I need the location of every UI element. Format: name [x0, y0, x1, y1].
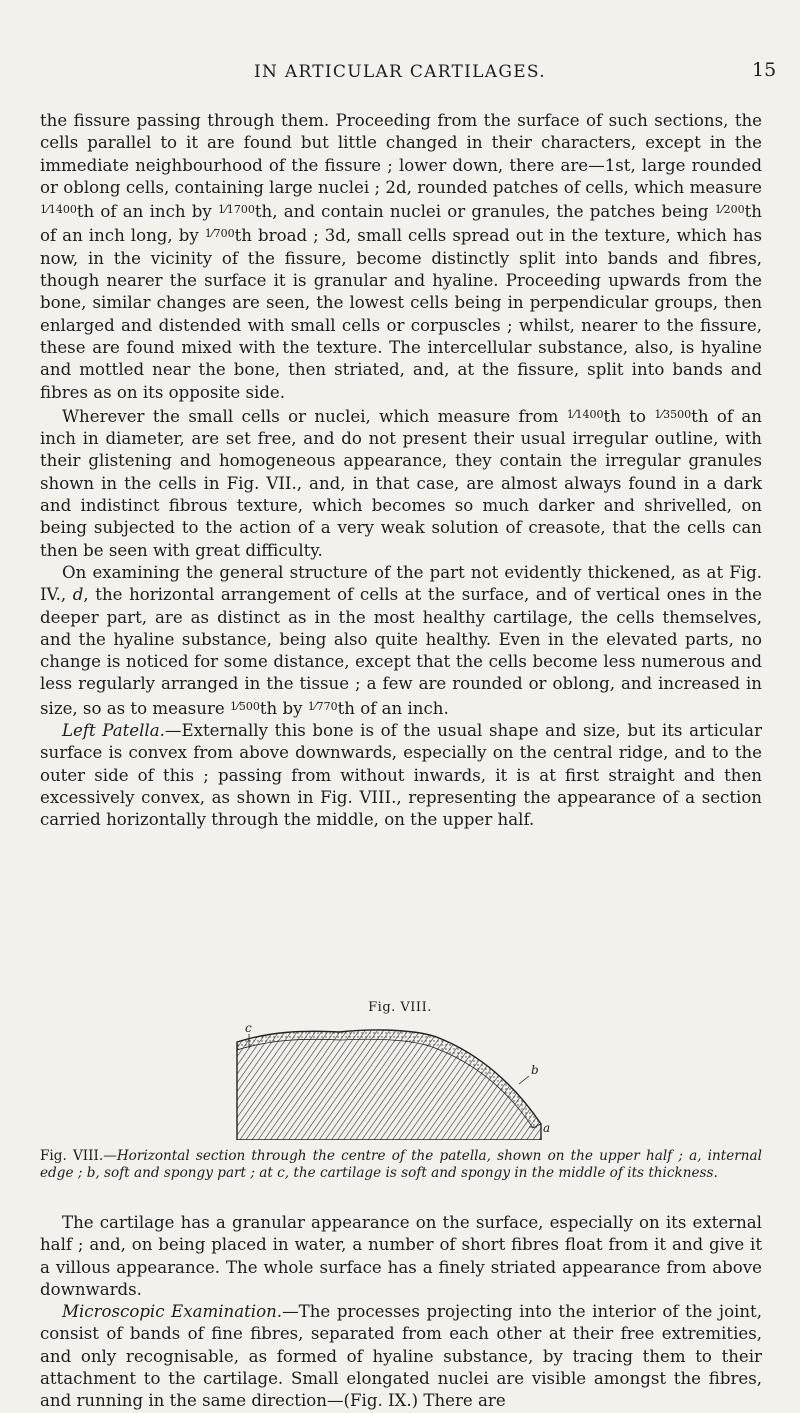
- patella-section-drawing: [229, 1024, 559, 1140]
- running-head: IN ARTICULAR CARTILAGES.: [254, 62, 546, 82]
- paragraph-4: Left Patella.—Externally this bone is of the usual shape and size, but its articular surface is convex from above downwards, especially on the central ridge, and to the outer side of this ; passing from without inwards, it is at first straight and then excessively convex, as shown in Fig. VIII., representing the appearance of a section carried horizontally through the middle, on the upper half.: [40, 721, 762, 830]
- page-number: 15: [752, 59, 777, 81]
- paragraph-1: the fissure passing through them. Proceeding from the surface of such sections, the cells parallel to it are found but little changed in their characters, except in the immediate neighbourhood of the fissure ; lower down, there are—1st, large rounded or oblong cells, containing large nuclei ; 2d, rounded patches of cells, which measure $^{1⁄1400}$th of an inch by $^{1⁄1700}$th, and contain nuclei or granules, the patches being $^{1⁄200}$th of an inch long, by $^{1⁄700}$th broad ; 3d, small cells spread out in the texture, which has now, in the vicinity of the fissure, become distinctly split into bands and fibres, though nearer the surface it is granular and hyaline. Proceeding upwards from the bone, similar changes are seen, the lowest cells being in perpendicular groups, then enlarged and distended with small cells or corpuscles ; whilst, nearer to the fissure, these are found mixed with the texture. The intercellular substance, also, is hyaline and mottled near the bone, then striated, and, at the fissure, split into bands and fibres as on its opposite side.: [40, 111, 762, 402]
- body-text-lower: [40, 1212, 762, 1413]
- label-b-leader: [519, 1076, 529, 1084]
- body-text-upper: [40, 110, 762, 832]
- figure-label-c: c: [245, 1024, 252, 1035]
- caption-text: —Horizontal section through the centre of the patella, shown on the upper half ; a, internal edge ; b, soft and spongy part ; at c, the cartilage is soft and spongy in the middle of its thickness.: [40, 1148, 762, 1181]
- paragraph-6: Microscopic Examination.—The processes projecting into the interior of the joint, consist of bands of fine fibres, separated from each other at their free extremities, and only recognisable, as formed of hyaline substance, by tracing them to their attachment to the cartilage. Small elongated nuclei are visible amongst the fibres, and running in the same direction—(Fig. IX.) There are: [40, 1302, 762, 1411]
- figure-label-b: b: [531, 1063, 539, 1077]
- figure-caption: [40, 1148, 762, 1182]
- figure-title: Fig. VIII.: [368, 1000, 432, 1015]
- paragraph-3: On examining the general structure of the part not evidently thickened, as at Fig. IV., d, the horizontal arrangement of cells at the surface, and of vertical ones in the deeper part, are as distinct as in the most healthy cartilage, the cells themselves, and the hyaline substance, being also quite healthy. Even in the elevated parts, no change is noticed for some distance, except that the cells become less numerous and less regularly arranged in the tissue ; a few are rounded or oblong, and increased in size, so as to measure $^{1⁄500}$th by $^{1⁄770}$th of an inch.: [40, 562, 762, 718]
- figure-viii: [229, 1024, 559, 1144]
- paragraph-2: Wherever the small cells or nuclei, which measure from $^{1⁄1400}$th to $^{1⁄3500}$th of an inch in diameter, are set free, and do not present their usual irregular outline, with their glistening and homogeneous appearance, they contain the irregular granules shown in the cells in Fig. VII., and, in that case, are almost always found in a dark and indistinct fibrous texture, which becomes so much darker and shrivelled, on being subjected to the action of a very weak solution of creasote, that the cells can then be seen with great difficulty.: [40, 406, 762, 560]
- page-header: [0, 59, 800, 86]
- section-label-left-patella: Left Patella.: [62, 721, 165, 741]
- caption-prefix: Fig. VIII.: [40, 1148, 104, 1164]
- section-label-microscopic: Microscopic Examination.: [62, 1302, 283, 1322]
- figure-label-a: a: [543, 1121, 551, 1135]
- paragraph-5: The cartilage has a granular appearance on the surface, especially on its external half ; and, on being placed in water, a number of short fibres float from it and give it a villous appearance. The whole surface has a finely striated appearance from above downwards.: [40, 1213, 762, 1299]
